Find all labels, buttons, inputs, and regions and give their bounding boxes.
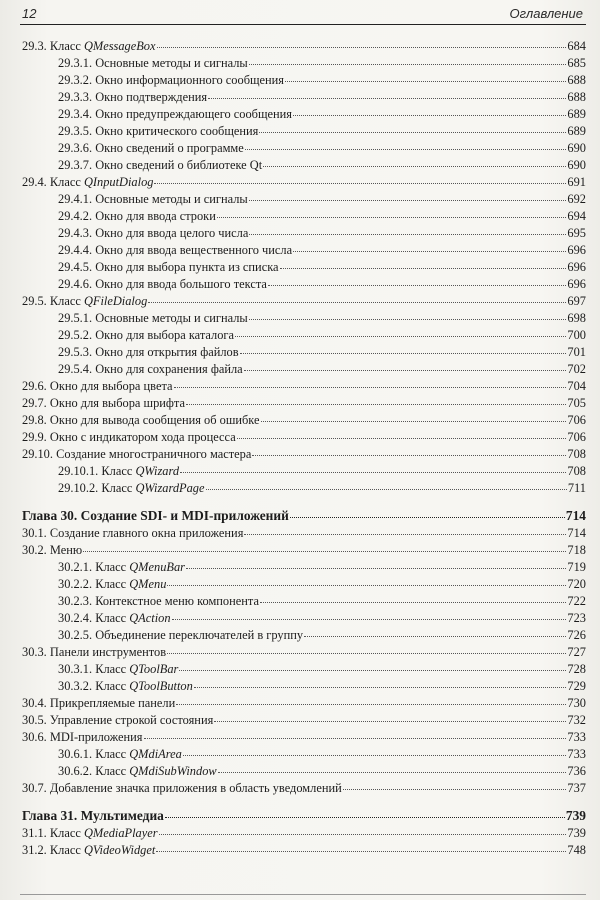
entry-title [58, 480, 205, 497]
entry-title [58, 106, 292, 123]
entry-page: 696 [567, 243, 586, 257]
toc-entry [22, 157, 586, 174]
entry-number: 29.4.5. [58, 260, 93, 274]
class-name: QVideoWidget [83, 843, 156, 857]
entry-number: 30.5. [22, 713, 47, 727]
entry-page: 685 [567, 56, 586, 70]
entry-title [58, 361, 243, 378]
entry-page: 696 [567, 277, 586, 291]
class-name: QMdiSubWindow [129, 764, 217, 778]
toc-entry [22, 378, 586, 395]
dot-leader [214, 721, 566, 722]
entry-page: 689 [567, 124, 586, 138]
toc-entry [22, 327, 586, 344]
entry-title [58, 327, 234, 344]
toc-entry [22, 712, 586, 729]
entry-number: 29.10.1. [58, 464, 99, 478]
entry-text: MDI-приложения [49, 730, 143, 744]
entry-text: Окно сведений о программе [95, 141, 244, 155]
entry-text: Объединение переключателей в группу [95, 628, 304, 642]
entry-page: 706 [567, 413, 586, 427]
entry-text: Класс [101, 481, 136, 495]
entry-number: 29.3.6. [58, 141, 93, 155]
class-name: QMenuBar [129, 560, 185, 574]
entry-text: Прикрепляемые панели [49, 696, 176, 710]
toc-chapter [22, 807, 586, 825]
entry-text: Класс [95, 662, 130, 676]
class-name: QToolButton [129, 679, 193, 693]
entry-title [22, 825, 158, 842]
entry-number: 29.4.1. [58, 192, 93, 206]
entry-page: 697 [567, 294, 586, 308]
chapter-title: Глава 30. Создание SDI- и MDI-приложений [22, 508, 289, 523]
toc-entry [22, 276, 586, 293]
entry-page: 688 [567, 73, 586, 87]
toc-entry [22, 208, 586, 225]
entry-page: 739 [567, 826, 586, 840]
entry-title [58, 208, 216, 225]
entry-page: 689 [567, 107, 586, 121]
entry-title [58, 610, 171, 627]
entry-title [58, 746, 182, 763]
entry-text: Окно для ввода большого текста [95, 277, 267, 291]
chapter-page: 739 [565, 808, 586, 823]
entry-number: 29.4.6. [58, 277, 93, 291]
entry-page: 701 [567, 345, 586, 359]
page-number: 12 [22, 6, 37, 21]
entry-text: Контекстное меню компонента [95, 594, 259, 608]
toc-chapter [22, 507, 586, 525]
entry-number: 30.1. [22, 526, 47, 540]
entry-title [22, 842, 155, 859]
entry-number: 30.6.1. [58, 747, 93, 761]
entry-number: 29.9. [22, 430, 47, 444]
toc-entry [22, 463, 586, 480]
entry-text: Окно для открытия файлов [95, 345, 239, 359]
entry-title [58, 661, 178, 678]
entry-number: 31.2. [22, 843, 47, 857]
table-of-contents [22, 38, 586, 859]
toc-entry [22, 344, 586, 361]
entry-number: 29.10. [22, 447, 53, 461]
header-rule [20, 24, 586, 25]
toc-entry [22, 361, 586, 378]
toc-entry [22, 38, 586, 55]
dot-leader [249, 200, 567, 201]
entry-title [58, 123, 258, 140]
class-name: QMenu [129, 577, 167, 591]
dot-leader [263, 166, 566, 167]
dot-leader [186, 568, 566, 569]
entry-text: Окно для выбора каталога [95, 328, 234, 342]
entry-page: 690 [567, 158, 586, 172]
entry-title [58, 89, 207, 106]
toc-entry [22, 678, 586, 695]
dot-leader [156, 851, 566, 852]
entry-text: Панели инструментов [49, 645, 167, 659]
toc-entry [22, 644, 586, 661]
dot-leader [249, 64, 567, 65]
entry-page: 726 [567, 628, 586, 642]
dot-leader [290, 517, 565, 518]
entry-number: 29.4.2. [58, 209, 93, 223]
entry-text: Окно для ввода строки [95, 209, 216, 223]
entry-title [58, 140, 244, 157]
dot-leader [83, 551, 566, 552]
entry-page: 728 [567, 662, 586, 676]
entry-page: 695 [567, 226, 586, 240]
entry-page: 691 [567, 175, 586, 189]
entry-page: 684 [567, 39, 586, 53]
entry-title [22, 429, 236, 446]
entry-number: 29.4.3. [58, 226, 93, 240]
entry-page: 737 [567, 781, 586, 795]
dot-leader [157, 47, 567, 48]
entry-text: Основные методы и сигналы [95, 56, 248, 70]
entry-number: 30.7. [22, 781, 47, 795]
dot-leader [144, 738, 567, 739]
entry-page: 708 [567, 464, 586, 478]
entry-title [58, 763, 217, 780]
entry-page: 688 [567, 90, 586, 104]
toc-entry [22, 174, 586, 191]
entry-text: Окно для ввода целого числа [95, 226, 249, 240]
dot-leader [237, 438, 567, 439]
dot-leader [343, 789, 567, 790]
entry-title [58, 242, 292, 259]
dot-leader [186, 404, 566, 405]
entry-text: Класс [95, 577, 130, 591]
dot-leader [261, 421, 567, 422]
entry-text: Класс [95, 679, 130, 693]
dot-leader [293, 115, 566, 116]
entry-title [22, 412, 260, 429]
entry-number: 29.5.3. [58, 345, 93, 359]
toc-entry [22, 225, 586, 242]
dot-leader [259, 132, 566, 133]
entry-title [58, 310, 248, 327]
entry-number: 29.6. [22, 379, 47, 393]
entry-number: 29.10.2. [58, 481, 99, 495]
entry-text: Окно предупреждающего сообщения [95, 107, 292, 121]
entry-title [58, 344, 239, 361]
entry-title [58, 678, 193, 695]
dot-leader [249, 234, 566, 235]
toc-entry [22, 429, 586, 446]
entry-number: 30.2.3. [58, 594, 93, 608]
toc-entry [22, 191, 586, 208]
class-name: QAction [129, 611, 171, 625]
entry-number: 30.3.2. [58, 679, 93, 693]
entry-page: 720 [567, 577, 586, 591]
dot-leader [304, 636, 566, 637]
entry-text: Окно для вывода сообщения об ошибке [49, 413, 260, 427]
entry-text: Окно для выбора шрифта [49, 396, 185, 410]
entry-title [58, 627, 303, 644]
entry-text: Основные методы и сигналы [95, 192, 248, 206]
toc-entry [22, 55, 586, 72]
entry-number: 30.3. [22, 645, 47, 659]
dot-leader [159, 834, 567, 835]
entry-page: 736 [567, 764, 586, 778]
entry-title [58, 259, 279, 276]
toc-entry [22, 780, 586, 797]
entry-text: Окно сведений о библиотеке Qt [95, 158, 263, 172]
entry-page: 718 [567, 543, 586, 557]
entry-page: 706 [567, 430, 586, 444]
entry-text: Класс [49, 175, 84, 189]
entry-number: 30.6.2. [58, 764, 93, 778]
entry-title [58, 225, 248, 242]
toc-entry [22, 661, 586, 678]
entry-page: 733 [567, 747, 586, 761]
entry-title [58, 72, 284, 89]
entry-title [58, 276, 267, 293]
entry-number: 29.3.7. [58, 158, 93, 172]
entry-title [22, 525, 243, 542]
dot-leader [245, 149, 567, 150]
toc-entry [22, 525, 586, 542]
entry-page: 704 [567, 379, 586, 393]
entry-page: 719 [567, 560, 586, 574]
entry-title [22, 174, 153, 191]
entry-page: 700 [567, 328, 586, 342]
entry-title [22, 729, 143, 746]
entry-text: Класс [95, 560, 130, 574]
toc-entry [22, 542, 586, 559]
entry-number: 29.8. [22, 413, 47, 427]
entry-number: 29.5.4. [58, 362, 93, 376]
entry-title [58, 463, 179, 480]
dot-leader [217, 217, 567, 218]
class-name: QMediaPlayer [83, 826, 158, 840]
entry-number: 30.2.2. [58, 577, 93, 591]
toc-entry [22, 842, 586, 859]
toc-entry [22, 576, 586, 593]
entry-number: 29.7. [22, 396, 47, 410]
entry-page: 748 [567, 843, 586, 857]
toc-entry [22, 593, 586, 610]
entry-page: 723 [567, 611, 586, 625]
entry-text: Класс [95, 747, 130, 761]
entry-page: 708 [567, 447, 586, 461]
toc-entry [22, 395, 586, 412]
toc-entry [22, 610, 586, 627]
dot-leader [167, 653, 566, 654]
toc-entry [22, 106, 586, 123]
toc-entry [22, 627, 586, 644]
dot-leader [167, 585, 566, 586]
toc-entry [22, 412, 586, 429]
entry-text: Класс [95, 611, 130, 625]
entry-text: Класс [101, 464, 136, 478]
toc-entry [22, 242, 586, 259]
entry-number: 30.3.1. [58, 662, 93, 676]
toc-entry [22, 293, 586, 310]
entry-title [22, 446, 251, 463]
entry-page: 733 [567, 730, 586, 744]
toc-entry [22, 72, 586, 89]
dot-leader [172, 619, 567, 620]
dot-leader [268, 285, 567, 286]
entry-page: 694 [567, 209, 586, 223]
entry-page: 702 [567, 362, 586, 376]
entry-text: Основные методы и сигналы [95, 311, 248, 325]
dot-leader [218, 772, 567, 773]
dot-leader [249, 319, 567, 320]
entry-title [58, 576, 166, 593]
entry-number: 29.5.1. [58, 311, 93, 325]
toc-entry [22, 310, 586, 327]
running-title: Оглавление [509, 6, 583, 21]
toc-entry [22, 763, 586, 780]
class-name: QWizard [135, 464, 180, 478]
entry-text: Окно подтверждения [95, 90, 208, 104]
entry-number: 29.4.4. [58, 243, 93, 257]
toc-entry [22, 559, 586, 576]
entry-page: 705 [567, 396, 586, 410]
entry-title [58, 191, 248, 208]
entry-title [22, 542, 82, 559]
entry-title [22, 38, 156, 55]
chapter-title: Глава 31. Мультимедиа [22, 808, 164, 823]
toc-entry [22, 695, 586, 712]
toc-entry [22, 746, 586, 763]
dot-leader [280, 268, 567, 269]
dot-leader [174, 387, 567, 388]
entry-title [58, 55, 248, 72]
dot-leader [148, 302, 566, 303]
dot-leader [194, 687, 567, 688]
entry-number: 30.2.5. [58, 628, 93, 642]
entry-number: 30.2. [22, 543, 47, 557]
entry-page: 729 [567, 679, 586, 693]
page-edge [20, 894, 586, 895]
entry-number: 31.1. [22, 826, 47, 840]
toc-entry [22, 729, 586, 746]
toc-entry [22, 480, 586, 497]
class-name: QToolBar [129, 662, 179, 676]
dot-leader [208, 98, 566, 99]
entry-text: Управление строкой состояния [49, 713, 214, 727]
dot-leader [154, 183, 566, 184]
toc-entry [22, 446, 586, 463]
entry-number: 29.3.3. [58, 90, 93, 104]
toc-entry [22, 89, 586, 106]
entry-page: 696 [567, 260, 586, 274]
dot-leader [179, 670, 566, 671]
entry-title [22, 780, 342, 797]
entry-number: 29.3. [22, 39, 47, 53]
toc-entry [22, 123, 586, 140]
dot-leader [165, 817, 565, 818]
entry-title [58, 157, 262, 174]
entry-text: Создание многостраничного мастера [56, 447, 252, 461]
entry-text: Окно с индикатором хода процесса [49, 430, 236, 444]
entry-title [22, 644, 166, 661]
entry-text: Окно для ввода вещественного числа [95, 243, 293, 257]
entry-title [58, 559, 185, 576]
entry-title [22, 395, 185, 412]
entry-text: Окно для выбора цвета [49, 379, 173, 393]
class-name: QFileDialog [83, 294, 148, 308]
entry-title [22, 378, 173, 395]
entry-page: 730 [567, 696, 586, 710]
entry-text: Меню [49, 543, 83, 557]
entry-title [58, 593, 259, 610]
entry-number: 30.2.1. [58, 560, 93, 574]
dot-leader [180, 472, 566, 473]
dot-leader [260, 602, 566, 603]
chapter-page: 714 [565, 508, 586, 523]
dot-leader [244, 534, 566, 535]
entry-number: 29.3.4. [58, 107, 93, 121]
dot-leader [285, 81, 566, 82]
entry-page: 690 [567, 141, 586, 155]
dot-leader [252, 455, 566, 456]
entry-page: 732 [567, 713, 586, 727]
dot-leader [206, 489, 567, 490]
toc-entry [22, 140, 586, 157]
entry-title [22, 293, 147, 310]
entry-text: Класс [49, 294, 84, 308]
dot-leader [176, 704, 566, 705]
entry-text: Окно критического сообщения [95, 124, 259, 138]
class-name: QInputDialog [83, 175, 154, 189]
dot-leader [240, 353, 567, 354]
toc-entry [22, 825, 586, 842]
entry-page: 722 [567, 594, 586, 608]
entry-number: 29.3.5. [58, 124, 93, 138]
entry-text: Класс [49, 39, 84, 53]
entry-text: Класс [95, 764, 130, 778]
entry-text: Окно информационного сообщения [95, 73, 285, 87]
entry-page: 714 [567, 526, 586, 540]
entry-title [22, 695, 175, 712]
entry-text: Окно для сохранения файла [95, 362, 243, 376]
entry-text: Класс [49, 843, 84, 857]
class-name: QMdiArea [129, 747, 182, 761]
entry-number: 29.5. [22, 294, 47, 308]
dot-leader [235, 336, 566, 337]
entry-number: 29.5.2. [58, 328, 93, 342]
entry-page: 692 [567, 192, 586, 206]
entry-page: 711 [567, 481, 586, 495]
entry-title [22, 712, 213, 729]
running-head [22, 6, 585, 26]
entry-text: Добавление значка приложения в область уведомлений [49, 781, 342, 795]
class-name: QMessageBox [83, 39, 156, 53]
entry-text: Окно для выбора пункта из списка [95, 260, 279, 274]
dot-leader [244, 370, 567, 371]
entry-text: Класс [49, 826, 84, 840]
entry-number: 30.4. [22, 696, 47, 710]
dot-leader [293, 251, 566, 252]
entry-page: 727 [567, 645, 586, 659]
entry-number: 30.2.4. [58, 611, 93, 625]
entry-text: Создание главного окна приложения [49, 526, 244, 540]
toc-entry [22, 259, 586, 276]
class-name: QWizardPage [135, 481, 205, 495]
entry-number: 30.6. [22, 730, 47, 744]
entry-number: 29.3.1. [58, 56, 93, 70]
entry-number: 29.4. [22, 175, 47, 189]
entry-number: 29.3.2. [58, 73, 93, 87]
entry-page: 698 [567, 311, 586, 325]
dot-leader [183, 755, 567, 756]
